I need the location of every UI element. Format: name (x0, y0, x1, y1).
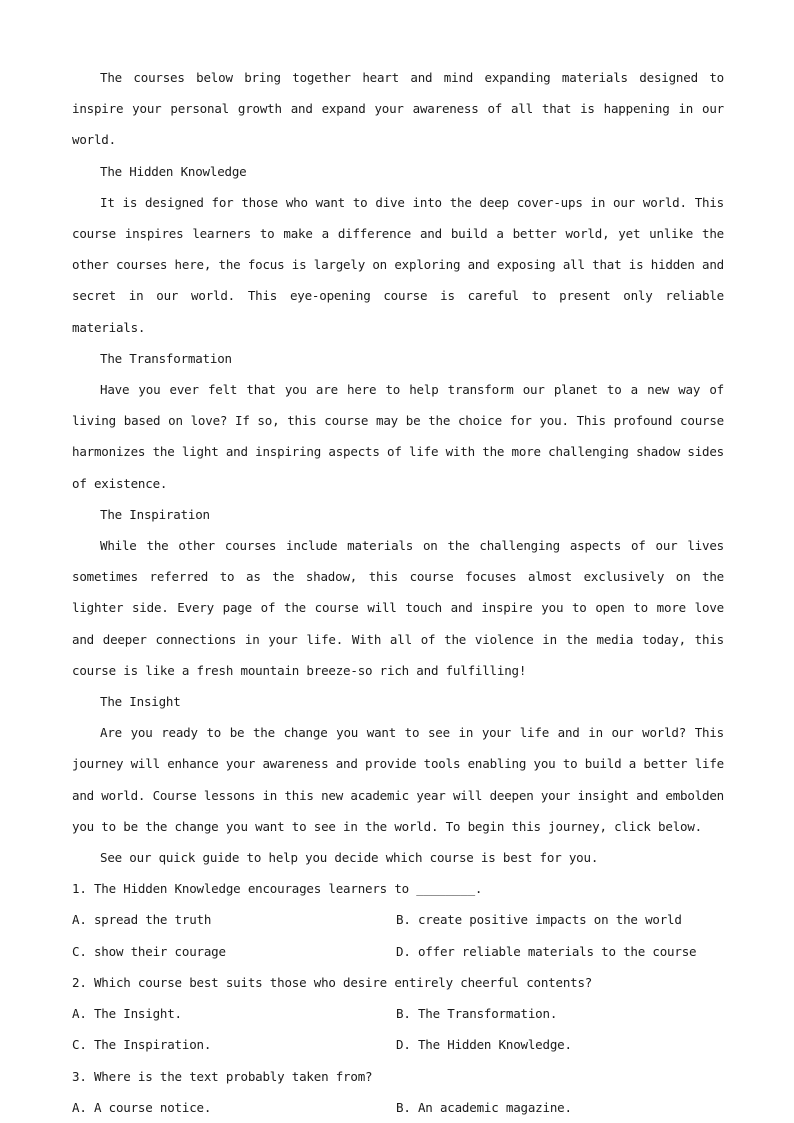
course-description-insight: Are you ready to be the change you want to see in your life and in our world? This journey will enhance your awareness and provide tools enabling you to build a better life and world. Course lessons in this new academic year will deepen your insight and embolden you to be the change you want to see in the world. To begin this journey, click below. (72, 725, 724, 834)
option-c: C. show their courage (72, 943, 226, 959)
course-description-inspiration: While the other courses include materials on the challenging aspects of our lives sometimes referred to as the shadow, this course focuses almost exclusively on the lighter side. Every page of the course will touch and inspire you to open to more love and deeper connections in your life. With all of the violence in the media today, this course is like a fresh mountain breeze-so rich and fulfilling! (72, 538, 724, 678)
option-d: D. offer reliable materials to the course (396, 943, 697, 959)
option-a: A. The Insight. (72, 1006, 182, 1022)
option-a: A. A course notice. (72, 1099, 212, 1115)
question-2: 2. Which course best suits those who desire entirely cheerful contents? (72, 974, 593, 990)
intro-paragraph: The courses below bring together heart and mind expanding materials designed to inspire your personal growth and expand your awareness of all that is happening in our world. (72, 70, 724, 148)
question-3: 3. Where is the text probably taken from? (72, 1068, 373, 1084)
course-title-transformation: The Transformation (100, 350, 232, 366)
document-page (72, 62, 724, 1123)
option-b: B. create positive impacts on the world (396, 912, 682, 928)
option-a: A. spread the truth (72, 912, 212, 928)
question-2-options (72, 998, 724, 1060)
question-3-options (72, 1092, 724, 1123)
closing-paragraph: See our quick guide to help you decide which course is best for you. (100, 850, 599, 866)
course-title-inspiration: The Inspiration (100, 506, 210, 522)
course-description-hidden-knowledge: It is designed for those who want to dive into the deep cover-ups in our world. This course inspires learners to make a difference and build a better world, yet unlike the other courses here, the focus is largely on exploring and exposing all that is hidden and secret in our world. This eye-opening course is careful to present only reliable materials. (72, 194, 724, 335)
course-description-transformation: Have you ever felt that you are here to help transform our planet to a new way of living based on love? If so, this course may be the choice for you. This profound course harmonizes the light and inspiring aspects of life with the more challenging shadow sides of existence. (72, 382, 724, 491)
option-c: C. The Inspiration. (72, 1037, 212, 1053)
course-title-hidden-knowledge: The Hidden Knowledge (100, 163, 247, 179)
question-1-options (72, 904, 724, 966)
option-b: B. The Transformation. (396, 1006, 558, 1022)
option-d: D. The Hidden Knowledge. (396, 1037, 572, 1053)
course-title-insight: The Insight (100, 694, 181, 710)
question-1: 1. The Hidden Knowledge encourages learners to ________. (72, 881, 483, 897)
option-b: B. An academic magazine. (396, 1099, 572, 1115)
